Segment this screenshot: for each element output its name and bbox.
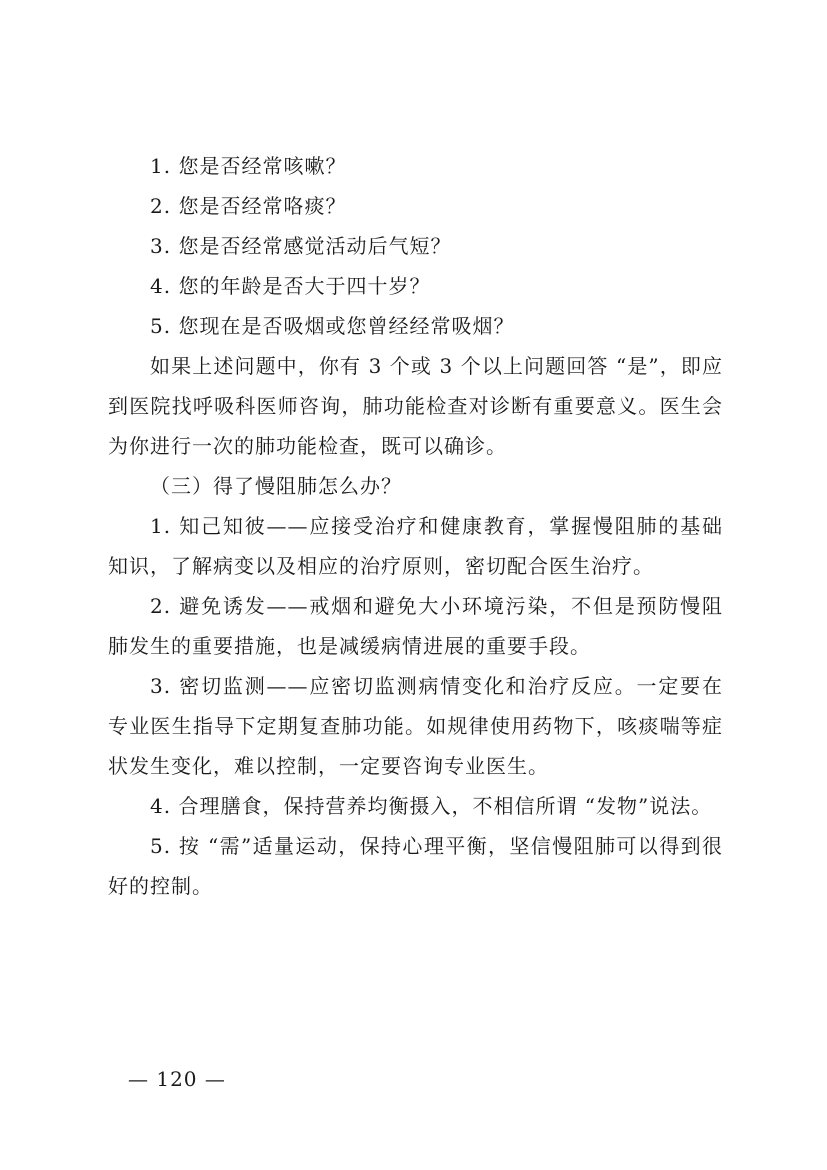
question-4: 4. 您的年龄是否大于四十岁？ (150, 274, 431, 298)
item-5: 5. 按 “需”适量运动，保持心理平衡，坚信慢阻肺可以得到很好的控制。 (108, 834, 723, 898)
question-1: 1. 您是否经常咳嗽？ (150, 154, 347, 178)
item-2: 2. 避免诱发——戒烟和避免大小环境污染，不但是预防慢阻肺发生的重要措施，也是减缓病情进展的重要手段。 (108, 594, 723, 658)
question-3: 3. 您是否经常感觉活动后气短？ (150, 234, 452, 258)
section-heading: （三）得了慢阻肺怎么办？ (150, 474, 402, 498)
item-4: 4. 合理膳食，保持营养均衡摄入，不相信所谓 “发物”说法。 (150, 794, 713, 818)
item-3: 3. 密切监测——应密切监测病情变化和治疗反应。一定要在专业医生指导下定期复查肺功能。如规律使用药物下，咳痰喘等症状发生变化，难以控制，一定要咨询专业医生。 (108, 674, 723, 778)
question-2: 2. 您是否经常咯痰？ (150, 194, 347, 218)
page-number: — 120 — (128, 1067, 226, 1091)
body-text (108, 146, 723, 906)
question-5: 5. 您现在是否吸烟或您曾经经常吸烟？ (150, 314, 515, 338)
item-1: 1. 知己知彼——应接受治疗和健康教育，掌握慢阻肺的基础知识，了解病变以及相应的治疗原则，密切配合医生治疗。 (108, 514, 723, 578)
advice-paragraph: 如果上述问题中，你有 3 个或 3 个以上问题回答 “是”，即应到医院找呼吸科医师咨询，肺功能检查对诊断有重要意义。医生会为你进行一次的肺功能检查，既可以确诊。 (108, 354, 723, 458)
